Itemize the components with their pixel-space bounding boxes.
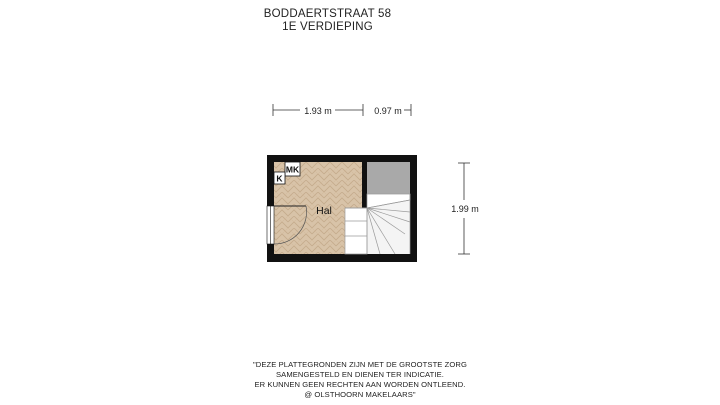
height-dimension [451,163,479,254]
meter-cupboard [285,162,300,176]
stair-landing [367,162,410,194]
room-label-hal: Hal [316,205,332,217]
k-label: K [276,173,283,184]
width-left-label: 1.93 m [304,106,332,116]
disclaimer-line-3: ER KUNNEN GEEN RECHTEN AAN WORDEN ONTLEEND. [254,380,466,389]
floor-label: 1E VERDIEPING [282,21,373,33]
disclaimer-line-1: "DEZE PLATTEGRONDEN ZIJN MET DE GROOTSTE ZORG [252,360,468,369]
disclaimer-line-4: @ OLSTHOORN MAKELAARS" [304,390,416,399]
height-label: 1.99 m [451,204,479,214]
k-cupboard [274,172,285,184]
width-right-label: 0.97 m [374,106,402,116]
mk-label: MK [285,164,300,175]
interior-wall [362,162,367,208]
disclaimer [0,360,720,400]
address-label: BODDAERTSTRAAT 58 [263,8,392,20]
window [267,206,274,244]
disclaimer-line-2: SAMENGESTELD EN DIENEN TER INDICATIE. [276,370,444,379]
width-dimension [273,104,411,116]
